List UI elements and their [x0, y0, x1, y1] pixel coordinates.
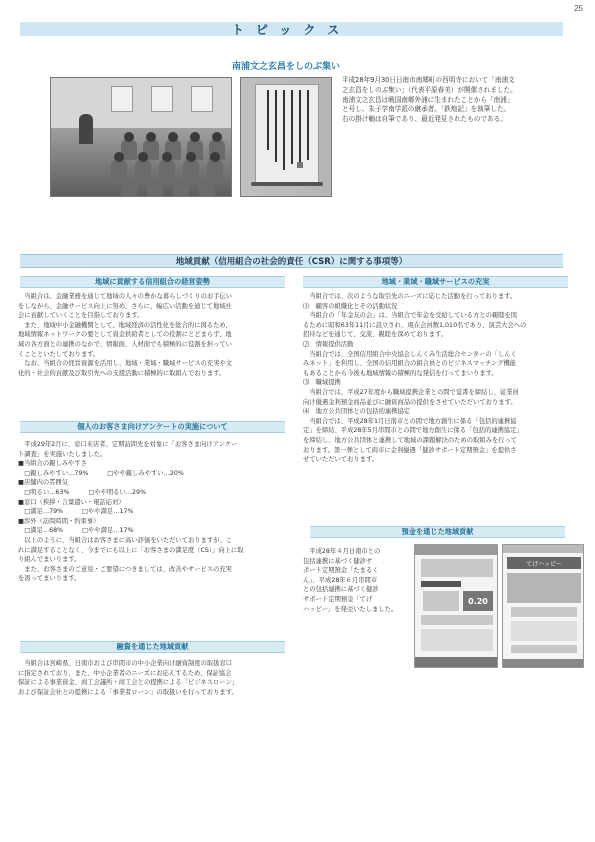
text-line: せていただいております。: [303, 456, 379, 464]
section-body-survey: [18, 440, 288, 584]
section-body-management: [18, 292, 288, 378]
text-line: 南浦文之玄昌は戦国南郷外浦に生まれたことから「南浦」: [342, 95, 514, 104]
section-title: 預金を通じた地域貢献: [401, 527, 474, 536]
text-line: ■渉外（訪問時間・約束事）: [18, 517, 100, 525]
text-line: 之玄昌をしのぶ集い」（代表平原春美）が開催されました。: [342, 85, 517, 94]
text-line: 当組合は、金融業務を通じて地域の人々の豊かな暮らしづくりのお手伝い: [24, 293, 233, 300]
event-title: 南浦文之玄昌をしのぶ集い: [232, 62, 341, 72]
deposit-flyers: [414, 544, 586, 670]
text-line: 平成28年４月日南市との: [309, 548, 381, 555]
text-line: ト調査」を実施いたしました。: [18, 450, 107, 458]
text-line: □満足…79% □やや満足…17%: [24, 508, 134, 516]
text-line: 右の掛け軸は自筆であり、最近発見されたものである。: [342, 115, 507, 124]
text-line: ■当組合の親しみやすさ: [18, 460, 87, 468]
text-line: 定」を締結、平成28年5月串間市との間で地方創生に係る「包括的連携協定」: [303, 427, 523, 435]
text-line: ⑵ 情報提供活動: [303, 340, 354, 348]
rate-badge-value: 0.20: [468, 596, 488, 606]
text-line: みネット」を利用し、全国の信用組合の組合員とのビジネスマッチング機能: [303, 360, 517, 368]
text-line: くことといたしております。: [18, 350, 100, 358]
section-title: 地域・業域・職域サービスの充実: [381, 277, 490, 286]
text-line: 保証による事業資金、商工会議所・商工会との提携による「ビジネスローン」: [18, 679, 239, 687]
event-description: [342, 76, 563, 125]
text-line: 当組合では、平成28年1月日南市との間で地方創生に係る「包括的連携協: [309, 417, 517, 425]
text-line: るために昭和63年11月に設立され、現在会員数1,010名であり、演芸大会への: [303, 321, 527, 329]
text-line: また、地域中小金融機関として、地域経済の活性化を総合的に図るため、: [24, 321, 232, 329]
section-header-services: [303, 276, 568, 288]
section-header-deposits: [310, 526, 565, 538]
section-header-survey: [20, 421, 285, 433]
text-line: 平成29年2月に、窓口来店者、定期訪問先を対象に「お客さま向けアンケー: [24, 441, 238, 448]
page-number: 25: [574, 4, 583, 13]
text-line: 当組合では、次のような取引先のニーズに応じた活動を行っております。: [309, 293, 517, 300]
tege-happy-banner-text: てげハッピー: [526, 560, 562, 568]
text-line: 当組合の「年金友の会」は、当組合で年金を受給している方との親睦を図: [309, 312, 518, 320]
tamarukun-flyer: [414, 544, 498, 668]
text-line: ⑴ 顧客の組織化とその活動状況: [303, 302, 398, 310]
section-body-services: [303, 292, 575, 465]
section-title: 地域に貢献する信用組合の経営姿勢: [94, 277, 210, 286]
section-body-deposits: [303, 547, 411, 614]
text-line: 化的・社会的貢献及び取引先への支援活動に積極的に取組んでおります。: [18, 369, 226, 377]
text-line: □満足…68% □やや満足…17%: [24, 527, 134, 535]
section-body-loans: [18, 659, 288, 697]
text-line: なお、当組合の経営資源を活用し、地域・業域・職域サービスの充実や文: [24, 360, 233, 368]
text-line: り組んでまいります。: [18, 556, 81, 564]
text-line: に指定されており、また、中小企業者のニーズにお応えするため、保証協会: [18, 669, 232, 677]
section-title: 融資を通じた地域貢献: [116, 642, 189, 651]
text-line: ん」、平成28年６月串間市: [303, 576, 378, 584]
section-header-loans: [20, 641, 285, 653]
topics-header: [20, 22, 563, 36]
text-line: □明るい…63% □やや明るい…29%: [24, 488, 147, 496]
csr-title: 地域貢献（信用組合の社会的責任（CSR）に関する事項等）: [175, 257, 408, 267]
text-line: を締結し、地方公共団体と連携して地域の課題解決のための取組みを行って: [303, 436, 518, 444]
text-line: ポート定期預金「たまるく: [303, 567, 379, 575]
text-line: ■窓口（挨拶・言葉遣い・電話応対）: [18, 498, 125, 506]
text-line: および保証会社との提携による「事業者ローン」の取扱いを行っております。: [18, 688, 238, 696]
section-title: 個人のお客さま向けアンケートの実施について: [77, 422, 228, 431]
scroll-photo: [240, 77, 332, 197]
text-line: 招待などを通じて、交流、親睦を深めております。: [303, 331, 448, 339]
text-line: 平成28年9月30日日南市南郷町の西明寺において「南浦文: [342, 76, 515, 84]
text-line: をしながら、金融サービス向上に努め、さらに、幅広い活動を通じて地域社: [18, 302, 232, 310]
text-line: □親しみやすい…79% □やや親しみやすい…20%: [24, 469, 184, 477]
text-line: ■店舗内の雰囲気: [18, 479, 69, 487]
text-line: との包括連携に基づく健診: [303, 586, 379, 594]
text-line: 域の各方面との連携のなかで、情報面、人材面でも積極的に役割を担ってい: [18, 340, 232, 348]
gathering-photo: [50, 77, 232, 197]
text-line: 当組合では、平成27年度から職域提携企業との間で覚書を締結し、従業員: [309, 388, 519, 396]
text-line: 当組合は宮崎県、日南市および串間市の中小企業向け融資制度の取扱窓口: [24, 660, 233, 667]
text-line: もあることから今後も地域情報の積極的な発信を行ってまいります。: [303, 369, 498, 377]
text-line: ⑷ 地方公共団体との包括的連携協定: [303, 408, 411, 416]
text-line: と号し、朱子学南学派の継承者。「鉄炮記」を執筆した。: [342, 105, 511, 114]
text-line: 地域情報ネットワークの要として資金供給者としての役割にとどまらず、地: [18, 331, 232, 339]
csr-header: [20, 254, 563, 268]
text-line: サポート定期預金「てげ: [303, 595, 373, 603]
text-line: れに満足することなく、今までにも以上に「お客さまの満足度（CS）」向上に取: [18, 546, 244, 554]
rate-badge: [463, 591, 493, 611]
text-line: を図ってまいります。: [18, 575, 81, 583]
text-line: ハッピー」を発売いたしました。: [303, 605, 398, 613]
tege-happy-flyer: [502, 544, 584, 668]
text-line: ⑶ 職域提携: [303, 379, 341, 387]
topics-title: トピックス: [231, 22, 352, 37]
text-line: また、お客さまのご意見・ご要望につきましては、改善やサービスの充実: [24, 565, 232, 573]
text-line: 向け優遇金利預金商品並びに融資商品の提供をさせていただいております。: [303, 398, 517, 406]
text-line: おります。第一弾として両市に金利優遇「健診サポート定期預金」を提供さ: [303, 446, 517, 454]
tege-happy-banner: [507, 557, 581, 569]
text-line: 以上のように、当組合はお客さまに高い評価をいただいておりますが、こ: [24, 536, 233, 544]
text-line: 会に貢献していくことを目指しております。: [18, 312, 144, 320]
section-header-management: [20, 276, 285, 288]
text-line: 当組合では、全国信用組合中央協会しんくみ生活総合センターの「しんく: [309, 350, 517, 358]
text-line: 包括連携に基づく健診サ: [303, 557, 373, 565]
